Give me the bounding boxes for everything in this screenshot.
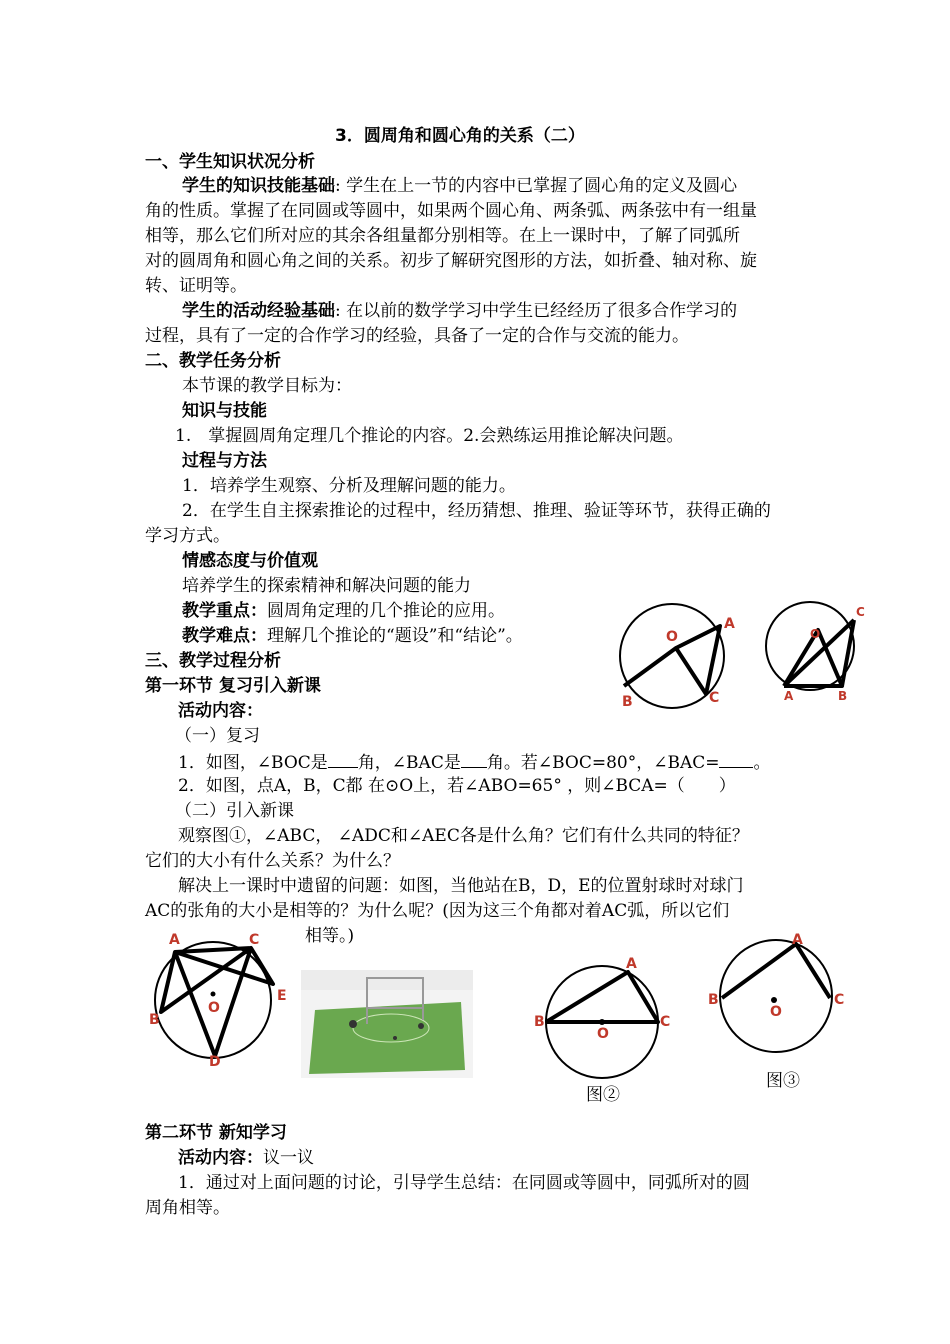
stage-heading-1: 第一环节 复习引入新课	[145, 676, 321, 696]
figure-2-diagram	[534, 950, 674, 1086]
point-label: C	[709, 690, 720, 706]
paragraph-line: 本节课的教学目标为：	[182, 376, 352, 396]
paragraph-line: 解决上一课时中遗留的问题：如图，当他站在B，D，E的位置射球时对球门	[178, 876, 744, 896]
subheading-process: 过程与方法	[182, 451, 267, 471]
point-label: O	[666, 629, 678, 645]
paragraph-line: 角的性质。掌握了在同圆或等圆中，如果两个圆心角、两条弧、两条弦中有一组量	[145, 201, 757, 221]
paragraph-line: 2．在学生自主探索推论的过程中，经历猜想、推理、验证等环节，获得正确的	[182, 501, 771, 521]
paragraph-line: 1．通过对上面问题的讨论，引导学生总结：在同圆或等圆中，同弧所对的圆	[178, 1173, 750, 1193]
point-label: E	[277, 988, 287, 1004]
point-label: B	[838, 689, 848, 703]
stage-heading-2: 第二环节 新知学习	[145, 1123, 287, 1143]
point-label: O	[597, 1026, 609, 1042]
paragraph-line: 1. 掌握圆周角定理几个推论的内容。2.会熟练运用推论解决问题。	[175, 426, 684, 446]
point-label: B	[534, 1014, 545, 1030]
section-heading-1: 一、学生知识状况分析	[145, 152, 315, 172]
paragraph-line: 学习方式。	[145, 526, 230, 546]
circle-diagram-a	[610, 598, 750, 712]
figure-2-caption: 图②	[586, 1085, 620, 1105]
paragraph-line: 培养学生的探索精神和解决问题的能力	[182, 576, 471, 596]
paragraph-line: （二）引入新课	[175, 801, 294, 821]
answer-blank	[461, 749, 487, 768]
figure-3-caption: 图③	[766, 1071, 800, 1091]
point-label: D	[209, 1054, 221, 1070]
paragraph-line: 对的圆周角和圆心角之间的关系。初步了解研究图形的方法，如折叠、轴对称、旋	[145, 251, 757, 271]
point-label: C	[249, 932, 260, 948]
paragraph-line: 转、证明等。	[145, 276, 247, 296]
section-heading-2: 二、教学任务分析	[145, 351, 281, 371]
answer-blank	[328, 749, 358, 768]
answer-blank	[719, 749, 753, 768]
paragraph-line: 相等。)	[305, 926, 355, 946]
bold-label: 学生的知识技能基础	[182, 176, 335, 196]
point-label: O	[770, 1004, 782, 1020]
section-heading-3: 三、教学过程分析	[145, 651, 281, 671]
paragraph-line: AC的张角的大小是相等的？为什么呢？(因为这三个角都对着AC弧，所以它们	[145, 901, 730, 921]
point-label: C	[834, 992, 845, 1008]
question-1: 1．如图，∠BOC是 角，∠BAC是 角。若∠BOC=80°，∠BAC= 。	[178, 749, 770, 775]
paragraph-line: 过程，具有了一定的合作学习的经验，具备了一定的合作与交流的能力。	[145, 326, 689, 346]
paragraph-line: 观察图①，∠ABC， ∠ADC和∠AEC各是什么角？它们有什么共同的特征？	[178, 826, 749, 846]
point-label: C	[856, 605, 865, 619]
point-label: C	[660, 1014, 671, 1030]
point-label: O	[810, 627, 821, 641]
paragraph-line: （一）复习	[175, 726, 260, 746]
paragraph-line: 教学难点：理解几个推论的“题设”和“结论”。	[182, 626, 523, 646]
subheading-knowledge: 知识与技能	[182, 401, 267, 421]
paragraph-line: 学生的知识技能基础: 学生在上一节的内容中已掌握了圆心角的定义及圆心	[182, 176, 738, 196]
bold-label: 学生的活动经验基础	[182, 301, 335, 321]
paragraph-line: 活动内容：议一议	[178, 1148, 314, 1168]
subheading-attitude: 情感态度与价值观	[182, 551, 318, 571]
question-2: 2．如图，点A，B，C都 在⊙O上，若∠ABO=65° ，则∠BCA=（ ）	[178, 776, 736, 796]
paragraph-line: 相等，那么它们所对应的其余各组量都分别相等。在上一课时中，了解了同弧所	[145, 226, 740, 246]
paragraph-line: 周角相等。	[145, 1198, 230, 1218]
point-label: B	[708, 992, 719, 1008]
point-label: A	[724, 616, 735, 632]
point-label: B	[622, 694, 633, 710]
paragraph-line: 1．培养学生观察、分析及理解问题的能力。	[182, 476, 516, 496]
point-label: B	[149, 1012, 160, 1028]
soccer-field-image	[301, 970, 473, 1078]
activity-label: 活动内容：	[178, 701, 263, 721]
paragraph-line: 学生的活动经验基础: 在以前的数学学习中学生已经经历了很多合作学习的	[182, 301, 738, 321]
point-label: A	[169, 932, 180, 948]
figure-3-diagram	[706, 928, 856, 1060]
page-title: 3．圆周角和圆心角的关系（二）	[335, 126, 585, 146]
circle-diagram-b	[760, 598, 870, 704]
point-label: A	[626, 956, 637, 972]
point-label: A	[792, 932, 803, 948]
figure-1-diagram	[145, 926, 295, 1076]
paragraph-line: 它们的大小有什么关系？为什么？	[145, 851, 400, 871]
point-label: A	[784, 689, 794, 703]
point-label: O	[208, 1000, 220, 1016]
paragraph-line: 教学重点：圆周角定理的几个推论的应用。	[182, 601, 505, 621]
